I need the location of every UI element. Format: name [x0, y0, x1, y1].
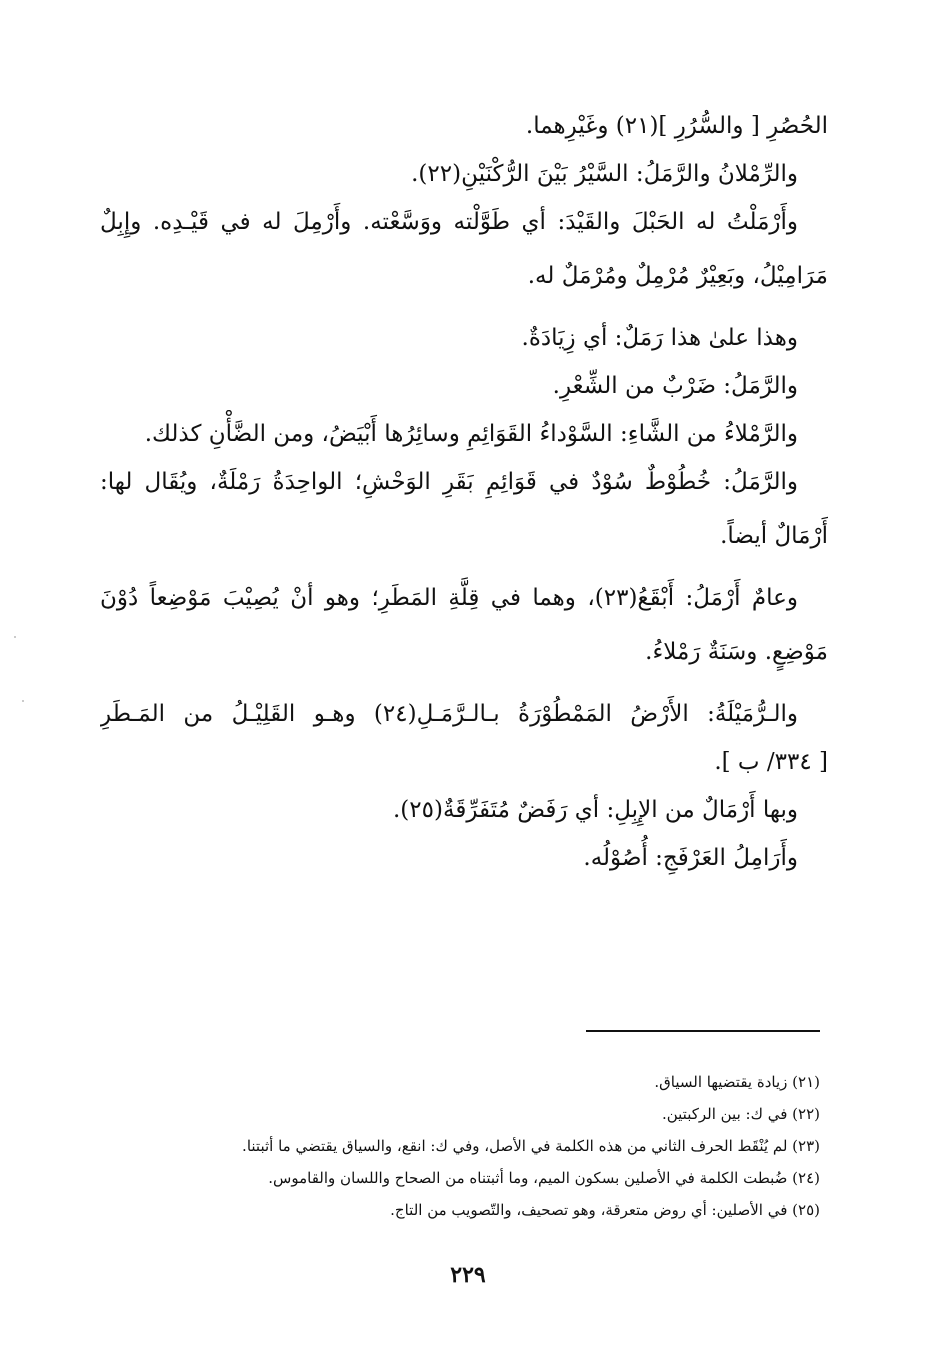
text-line: وعامٌ أَرْمَلُ: أَبْقَعُ(٢٣)، وهما في قِلَّةِ المَطَرِ؛ وهو أنْ يُصِيْبَ مَوْضِعاً دُوْنَ: [100, 585, 798, 611]
text-line: والرَّمْلاءُ من الشَّاءِ: السَّوْداءُ القَوَائِمِ وسائِرُها أَبْيَضُ، ومن الضَّأْنِ كذلك.: [144, 421, 798, 447]
text-line: والـرُّمَيْلَةُ: الأَرْضُ المَمْطُوْرَةُ بـالـرَّمَـلِ(٢٤) وهـو القَلِيْـلُ من المَـطَرِ: [100, 701, 798, 727]
footnote: (٢١) زيادة يقتضيها السياق.: [654, 1073, 820, 1091]
text-line: والرَّمَلُ: ضَرْبٌ من الشِّعْرِ.: [552, 373, 798, 399]
text-line: الحُصُرِ [ والسُّرُرِ ](٢١) وغَيْرِهما.: [525, 113, 828, 139]
text-line: وأَرْمَلْتُ له الحَبْلَ والقَيْدَ: أي طَوَّلْته ووَسَّعْته. وأَرْمِلَ له في قَيْـدِه. وإِبِلٌ: [100, 209, 798, 235]
scan-speck: [22, 700, 24, 702]
text-line: أَرْمَالٌ أيضاً.: [720, 523, 828, 549]
text-line: وهذا علىٰ هذا رَمَلٌ: أي زِيَادَةٌ.: [521, 325, 798, 351]
footnote: (٢٤) ضُبطت الكلمة في الأصلين بسكون الميم، وما أثبتناه من الصحاح واللسان والقاموس.: [268, 1169, 820, 1187]
footnotes: [100, 1066, 820, 1226]
text-line: مَوْضِعٍ. وسَنَةٌ رَمْلاءُ.: [645, 639, 828, 665]
text-line: وبها أَرْمَالٌ من الإِبِلِ: أي رَفَضٌ مُتَفَرِّقَةٌ(٢٥).: [393, 797, 798, 823]
page-number: ٢٢٩: [450, 1262, 486, 1288]
text-line: والرَّمَلُ: خُطُوْطٌ سُوْدٌ في قَوَائِمِ بَقَرِ الوَحْشِ؛ الواحِدَةُ رَمْلَةٌ، ويُقَال لها:: [100, 469, 798, 495]
text-line: والرِّمْلانُ والرَّمَلُ: السَّيْرُ بَيْنَ الرُّكْنَيْنِ(٢٢).: [411, 161, 798, 187]
footnote: (٢٢) في ك: بين الركبتين.: [661, 1105, 820, 1123]
text-line: وأَرَامِلُ العَرْفَجِ: أُصُوْلُه.: [583, 845, 798, 871]
footnote: (٢٥) في الأصلين: أي روض متعرقة، وهو تصحيف، والتّصويب من التاج.: [390, 1201, 820, 1219]
main-text: [100, 102, 828, 882]
footnote: (٢٣) لم يُنْقَط الحرف الثاني من هذه الكلمة في الأصل، وفي ك: انقع، والسياق يقتضي ما أثبتنا.: [242, 1137, 820, 1155]
footnote-divider: [586, 1030, 820, 1032]
text-line: [ ٣٣٤/ ب ].: [714, 749, 828, 775]
scan-speck: [14, 636, 16, 638]
text-line: مَرَامِيْلُ، وبَعِيْرٌ مُرْمِلٌ ومُرْمَلٌ له.: [527, 263, 828, 289]
